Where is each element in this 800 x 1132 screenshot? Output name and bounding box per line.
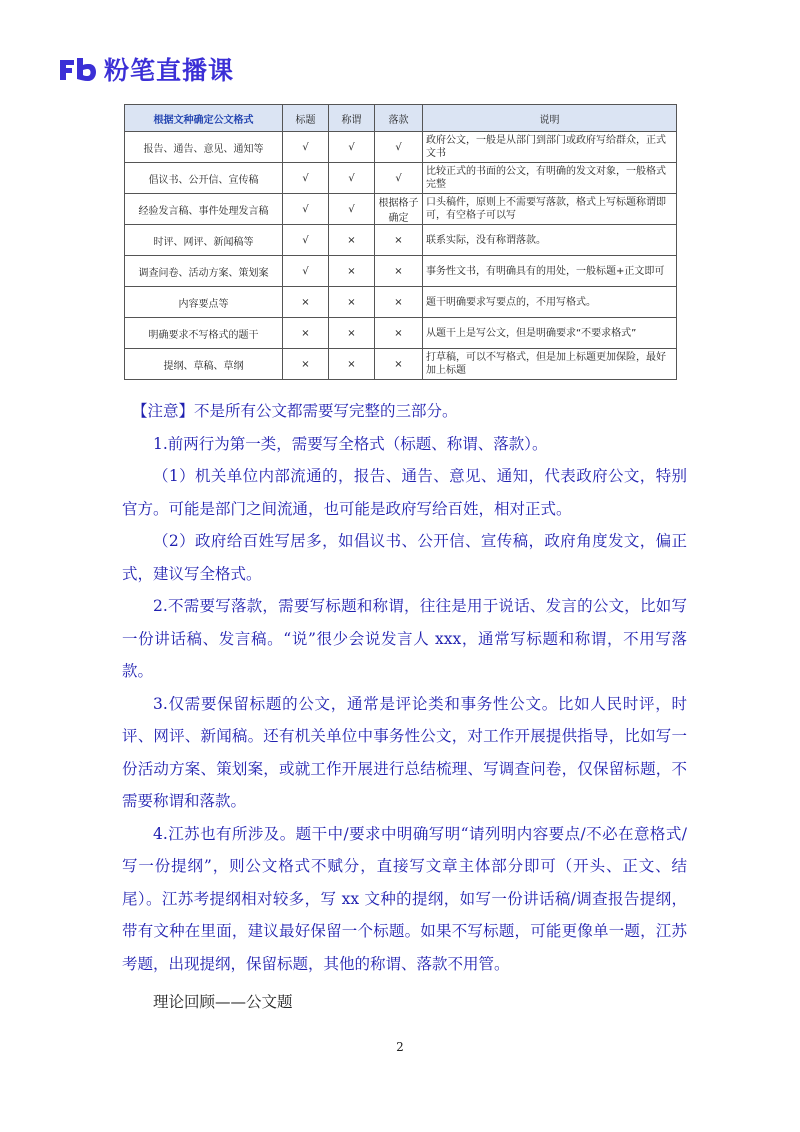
cell-doc-type: 经验发言稿、事件处理发言稿 (125, 194, 283, 225)
cell-signature: × (375, 287, 423, 318)
col-header-doc-type: 根据文种确定公文格式 (125, 105, 283, 132)
table-row (125, 287, 677, 318)
table-row (125, 132, 677, 163)
table-header-row (125, 105, 677, 132)
cell-explanation: 比较正式的书面的公文，有明确的发文对象，一般格式完整 (423, 163, 677, 194)
cell-title: × (283, 287, 329, 318)
cell-signature: × (375, 349, 423, 380)
cell-doc-type: 提纲、草稿、草纲 (125, 349, 283, 380)
cell-salutation: √ (329, 194, 375, 225)
cell-explanation: 口头稿件，原则上不需要写落款，格式上写标题称谓即可，有空格子可以写 (423, 194, 677, 225)
cell-salutation: √ (329, 163, 375, 194)
cell-explanation: 联系实际，没有称谓落款。 (423, 225, 677, 256)
brand-name: 粉笔直播课 (104, 56, 235, 85)
col-header-salutation: 称谓 (329, 105, 375, 132)
cell-title: × (283, 318, 329, 349)
cell-salutation: √ (329, 132, 375, 163)
cell-salutation: × (329, 256, 375, 287)
cell-salutation: × (329, 225, 375, 256)
cell-signature: × (375, 225, 423, 256)
cell-doc-type: 倡议书、公开信、宣传稿 (125, 163, 283, 194)
cell-explanation: 打草稿，可以不写格式，但是加上标题更加保险，最好加上标题 (423, 349, 677, 380)
cell-title: √ (283, 194, 329, 225)
point-1-sub-1: （1）机关单位内部流通的，报告、通告、意见、通知，代表政府公文，特别官方。可能是部门之间流通，也可能是政府写给百姓，相对正式。 (122, 467, 687, 518)
point-4: 4.江苏也有所涉及。题干中/要求中明确写明“请列明内容要点/不必在意格式/写一份提纲”，则公文格式不赋分，直接写文章主体部分即可（开头、正文、结尾）。江苏考提纲相对较多，写 xx 文种的提纲，如写一份讲话稿/调查报告提纲，带有文种在里面，建议最好保留一个标题。如果不写标题，可能更像单一题，江苏考题，出现提纲，保留标题，其他的称谓、落款不用管。 (122, 824, 687, 973)
point-2: 2.不需要写落款，需要写标题和称谓，往往是用于说话、发言的公文，比如写一份讲话稿、发言稿。“说”很少会说发言人 xxx，通常写标题和称谓，不用写落款。 (122, 597, 687, 680)
cell-title: × (283, 349, 329, 380)
cell-doc-type: 调查问卷、活动方案、策划案 (125, 256, 283, 287)
cell-salutation: × (329, 349, 375, 380)
cell-title: √ (283, 163, 329, 194)
cell-explanation: 政府公文，一般是从部门到部门或政府写给群众，正式文书 (423, 132, 677, 163)
cell-explanation: 事务性文书，有明确具有的用处，一般标题+正文即可 (423, 256, 677, 287)
cell-salutation: × (329, 318, 375, 349)
cell-signature: √ (375, 163, 423, 194)
cell-signature: 根据格子确定 (375, 194, 423, 225)
cell-title: √ (283, 225, 329, 256)
col-header-title: 标题 (283, 105, 329, 132)
cell-signature: × (375, 318, 423, 349)
point-1-sub-2: （2）政府给百姓写居多，如倡议书、公开信、宣传稿，政府角度发文，偏正式，建议写全格式。 (122, 532, 687, 583)
cell-title: √ (283, 256, 329, 287)
point-3: 3.仅需要保留标题的公文，通常是评论类和事务性公文。比如人民时评，时评、网评、新闻稿。还有机关单位中事务性公文，对工作开展提供指导，比如写一份活动方案、策划案，或就工作开展进行总结梳理、写调查问卷，仅保留标题，不需要称谓和落款。 (122, 694, 687, 810)
page-number: 2 (396, 1040, 404, 1054)
format-table (124, 104, 676, 380)
brand-logo (58, 52, 234, 86)
cell-title: √ (283, 132, 329, 163)
cell-doc-type: 内容要点等 (125, 287, 283, 318)
table-row (125, 349, 677, 380)
section-heading: 理论回顾——公文题 (153, 993, 293, 1011)
col-header-explanation: 说明 (423, 105, 677, 132)
cell-signature: × (375, 256, 423, 287)
cell-doc-type: 明确要求不写格式的题干 (125, 318, 283, 349)
table-row (125, 318, 677, 349)
notes-body (122, 395, 687, 980)
cell-explanation: 从题干上是写公文，但是明确要求“不要求格式” (423, 318, 677, 349)
note-heading: 【注意】不是所有公文都需要写完整的三部分。 (132, 402, 458, 420)
table-row (125, 256, 677, 287)
table-row (125, 225, 677, 256)
cell-explanation: 题干明确要求写要点的，不用写格式。 (423, 287, 677, 318)
table-row (125, 194, 677, 225)
table-row (125, 163, 677, 194)
cell-salutation: × (329, 287, 375, 318)
point-1: 1.前两行为第一类，需要写全格式（标题、称谓、落款）。 (153, 434, 548, 453)
cell-signature: √ (375, 132, 423, 163)
fb-logo-icon (58, 56, 98, 82)
cell-doc-type: 报告、通告、意见、通知等 (125, 132, 283, 163)
col-header-signature: 落款 (375, 105, 423, 132)
cell-doc-type: 时评、网评、新闻稿等 (125, 225, 283, 256)
